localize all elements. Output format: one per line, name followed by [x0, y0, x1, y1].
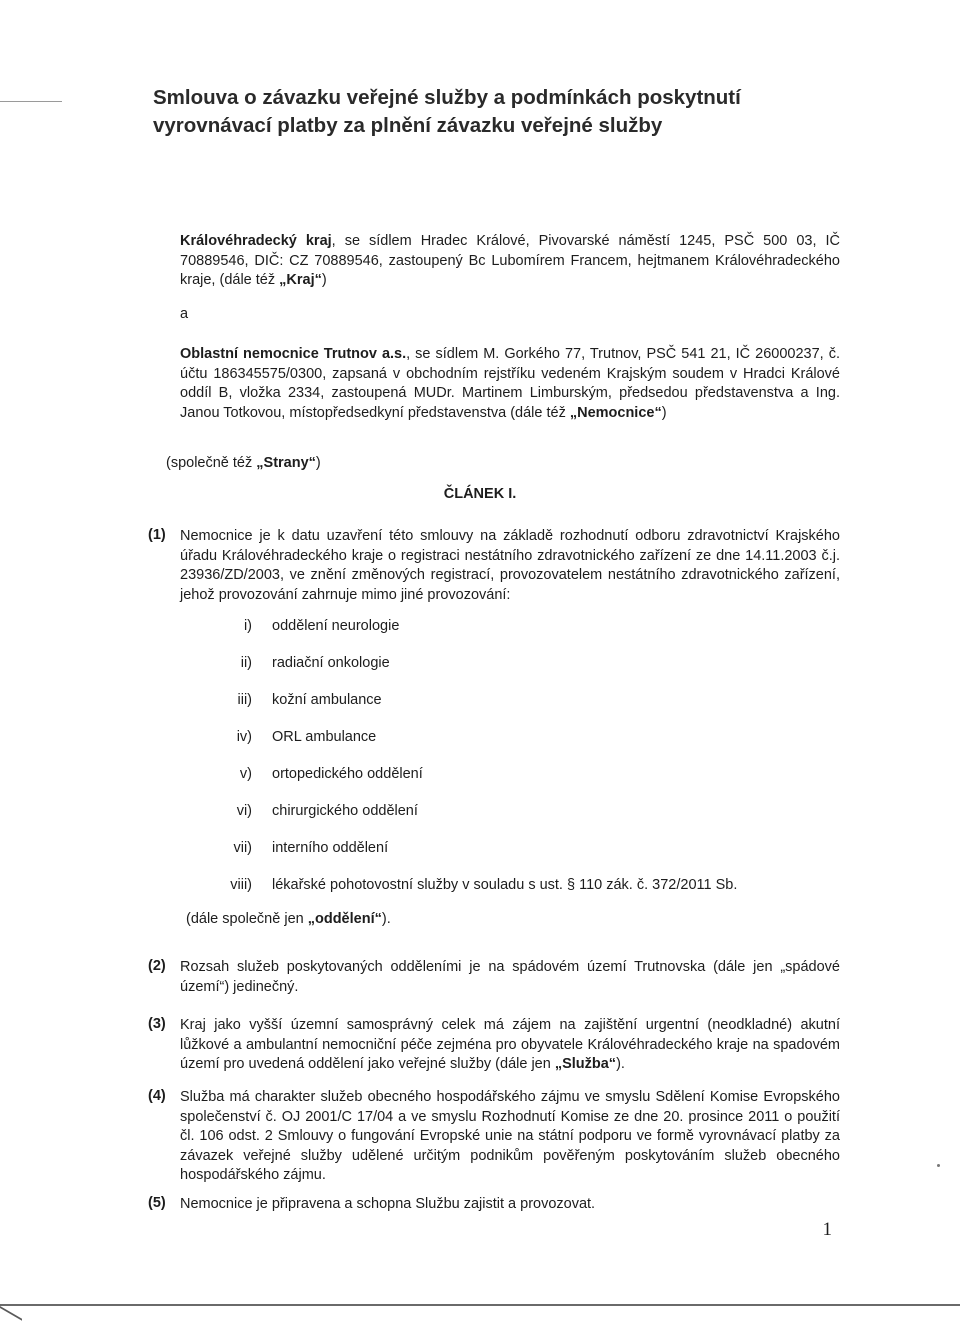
scan-artifact-line — [0, 101, 62, 102]
party-1-name: Královéhradecký kraj — [180, 233, 332, 249]
clause-1-number: (1) — [148, 527, 166, 543]
list-item-label: chirurgického oddělení — [272, 803, 418, 819]
parties-joint-end: ) — [315, 455, 321, 471]
list-item-label: interního oddělení — [272, 840, 389, 856]
list-item — [200, 692, 800, 708]
parties-joint-prefix: (společně též — [166, 455, 257, 471]
party-2-end: ) — [661, 404, 667, 421]
list-item-number: iii) — [237, 692, 252, 708]
clause-4-text: Služba má charakter služeb obecného hospodářského zájmu ve smyslu Sdělení Komise Evropského společenství č. OJ 2001/C 17/04 a ve smyslu Rozhodnutí Komise ze dne 20. prosince 2011 o použití čl. 106 odst. 2 Smlouvy o fungování Evropské unie na státní podporu ve formě vyrovnávací platby za závazek veřejné služby udělené určitým podnikům pověřeným poskytováním služeb obecného hospodářského zájmu. — [180, 1089, 840, 1183]
article-heading: ČLÁNEK I. — [443, 486, 517, 502]
parties-joint-note — [166, 455, 321, 471]
list-item-label: ortopedického oddělení — [272, 766, 423, 782]
party-separator: a — [180, 306, 189, 322]
list-item-label: ORL ambulance — [272, 729, 377, 745]
list-item — [200, 877, 800, 893]
party-2-block — [180, 345, 840, 423]
list-item-label: radiační onkologie — [272, 655, 390, 671]
scan-artifact-bottom-line — [0, 1304, 960, 1306]
clause-3-end: ). — [616, 1056, 625, 1072]
party-2-name: Oblastní nemocnice Trutnov a.s. — [180, 346, 407, 362]
clause-5-number: (5) — [148, 1195, 166, 1211]
list-item-label: oddělení neurologie — [272, 618, 400, 634]
clause-1-text: Nemocnice je k datu uzavření této smlouvy na základě rozhodnutí odboru zdravotnictví Krajského úřadu Královéhradeckého kraje o registraci nestátního zdravotnického zařízení ze dne 14.11.2003 č.j. 23936/ZD/2003, ve znění změnových registrací, provozovatelem nestátního zdravotnického zařízení, jehož provozování zahrnuje mimo jiné provozování: — [180, 528, 840, 603]
list-item — [200, 729, 800, 745]
party-1-end: ) — [321, 272, 327, 288]
list-item-number: iv) — [236, 729, 252, 745]
departments-note-end: ). — [381, 911, 391, 927]
clause-3-text: Kraj jako vyšší územní samosprávný celek má zájem na zajištění urgentní (neodkladné) akutní lůžkové a ambulantní nemocniční péče zejména pro obyvatele Královéhradeckého kraje na spadovém území pro uvedená oddělení jako veřejné služby (dále jen — [180, 1017, 840, 1072]
list-item — [200, 840, 800, 856]
scan-speck — [937, 1164, 940, 1167]
clause-3-alias: „Služba“ — [554, 1056, 617, 1072]
list-item-number: viii) — [230, 877, 252, 893]
departments-note-alias: „oddělení“ — [307, 911, 382, 927]
parties-joint-alias: „Strany“ — [256, 455, 316, 471]
party-1-text: , se sídlem Hradec Králové, Pivovarské náměstí 1245, PSČ 500 03, IČ 70889546, DIČ: CZ 70889546, zastoupený Bc Lubomírem Francem, hejtmanem Královéhradeckého kraje, (dále též — [180, 233, 840, 288]
clause-2-number: (2) — [148, 958, 166, 974]
clause-3-number: (3) — [148, 1016, 166, 1032]
document-title — [153, 84, 893, 140]
party-1-alias: „Kraj“ — [279, 272, 322, 288]
list-item — [200, 803, 800, 819]
clause-2-text: Rozsah služeb poskytovaných odděleními je na spádovém území Trutnovska (dále jen „spádové území“) jedinečný. — [180, 959, 840, 995]
list-item — [200, 766, 800, 782]
list-item-label: lékařské pohotovostní služby v souladu s ust. § 110 zák. č. 372/2011 Sb. — [272, 877, 738, 893]
list-item — [200, 618, 800, 634]
list-item-label: kožní ambulance — [272, 692, 382, 708]
clause-3-block — [180, 1016, 840, 1075]
party-2-alias: „Nemocnice“ — [569, 404, 662, 421]
list-item-number: vii) — [233, 840, 252, 856]
departments-note — [186, 911, 391, 927]
departments-note-prefix: (dále společně jen — [186, 911, 308, 927]
party-1-block — [180, 232, 840, 291]
page-number: 1 — [822, 1219, 832, 1240]
list-item-number: v) — [239, 766, 252, 782]
title-line-2: vyrovnávací platby za plnění závazku veřejné služby — [153, 114, 663, 137]
title-line-1: Smlouva o závazku veřejné služby a podmínkách poskytnutí — [153, 86, 741, 109]
list-item-number: vi) — [236, 803, 252, 819]
party-2-text: , se sídlem M. Gorkého 77, Trutnov, PSČ 541 21, IČ 26000237, č. účtu 186345575/0300, zapsaná v obchodním rejstříku vedeném Krajským soudem v Hradci Králové oddíl B, vložka 2334, zastoupená MUDr. Martinem Limburským, předsedou představenstva a Ing. Janou Totkovou, místopředsedkyní představenstva (dále též — [180, 346, 840, 421]
clause-4-number: (4) — [148, 1088, 166, 1104]
list-item-number: ii) — [240, 655, 252, 671]
clause-5-text: Nemocnice je připravena a schopna Službu zajistit a provozovat. — [180, 1196, 596, 1212]
list-item — [200, 655, 800, 671]
list-item-number: i) — [243, 618, 252, 634]
